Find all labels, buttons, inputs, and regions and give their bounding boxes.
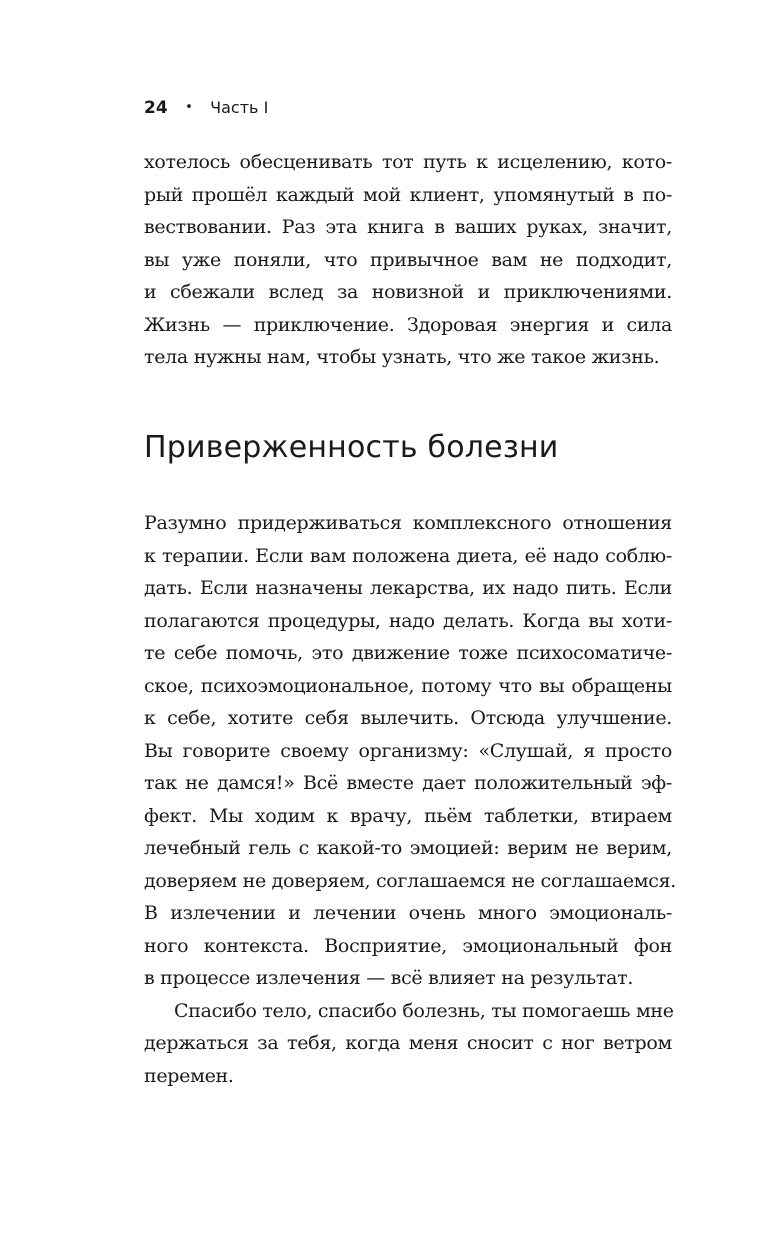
text-line: и сбежали вслед за новизной и приключениями. [144, 281, 672, 303]
text-line: Жизнь — приключение. Здоровая энергия и сила [144, 313, 672, 336]
text-line: Разумно придерживаться комплексного отношения [144, 512, 672, 534]
section-heading: Приверженность болезни [144, 430, 559, 465]
section-body [144, 507, 677, 1092]
text-line: держаться за тебя, когда меня сносит с ног ветром [144, 1032, 672, 1054]
text-line: Спасибо тело, спасибо болезнь, ты помогаешь мне [174, 999, 674, 1022]
text-line: дать. Если назначены лекарства, их надо пить. Если [144, 577, 672, 599]
text-line: полагаются процедуры, надо делать. Когда вы хоти- [144, 609, 672, 632]
text-line: ного контекста. Восприятие, эмоциональный фон [144, 934, 672, 957]
text-line: ское, психоэмоциональное, потому что вы обращены [144, 674, 672, 697]
paragraph-continuation [144, 146, 672, 374]
text-line: рый прошёл каждый мой клиент, упомянутый в по- [144, 183, 672, 206]
chapter-label: Часть I [210, 98, 269, 117]
text-line: хотелось обесценивать тот путь к исцелению, кото- [144, 151, 672, 173]
text-line: В излечении и лечении очень много эмоциональ- [144, 902, 672, 924]
page-number: 24 [144, 98, 168, 118]
text-line: к терапии. Если вам положена диета, её надо соблю- [144, 544, 672, 567]
text-line: в процессе излечения — всё влияет на результат. [144, 967, 634, 989]
text-line: доверяем не доверяем, соглашаемся не соглашаемся. [144, 869, 677, 892]
text-line: вествовании. Раз эта книга в ваших руках, значит, [144, 216, 672, 238]
text-line: вы уже поняли, что привычное вам не подходит, [144, 248, 672, 271]
text-line: те себе помочь, это движение тоже психосоматиче- [144, 642, 672, 664]
text-line: так не дамся!» Всё вместе дает положительный эф- [144, 772, 672, 794]
header-bullet: • [185, 100, 193, 115]
text-line: тела нужны нам, чтобы узнать, что же такое жизнь. [144, 346, 660, 368]
text-line: перемен. [144, 1064, 234, 1087]
text-line: лечебный гель с какой-то эмоцией: верим не верим, [144, 837, 672, 859]
text-line: фект. Мы ходим к врачу, пьём таблетки, втираем [144, 804, 672, 827]
running-header [144, 97, 268, 121]
text-line: к себе, хотите себя вылечить. Отсюда улучшение. [144, 707, 672, 729]
text-line: Вы говорите своему организму: «Слушай, я просто [144, 739, 672, 762]
